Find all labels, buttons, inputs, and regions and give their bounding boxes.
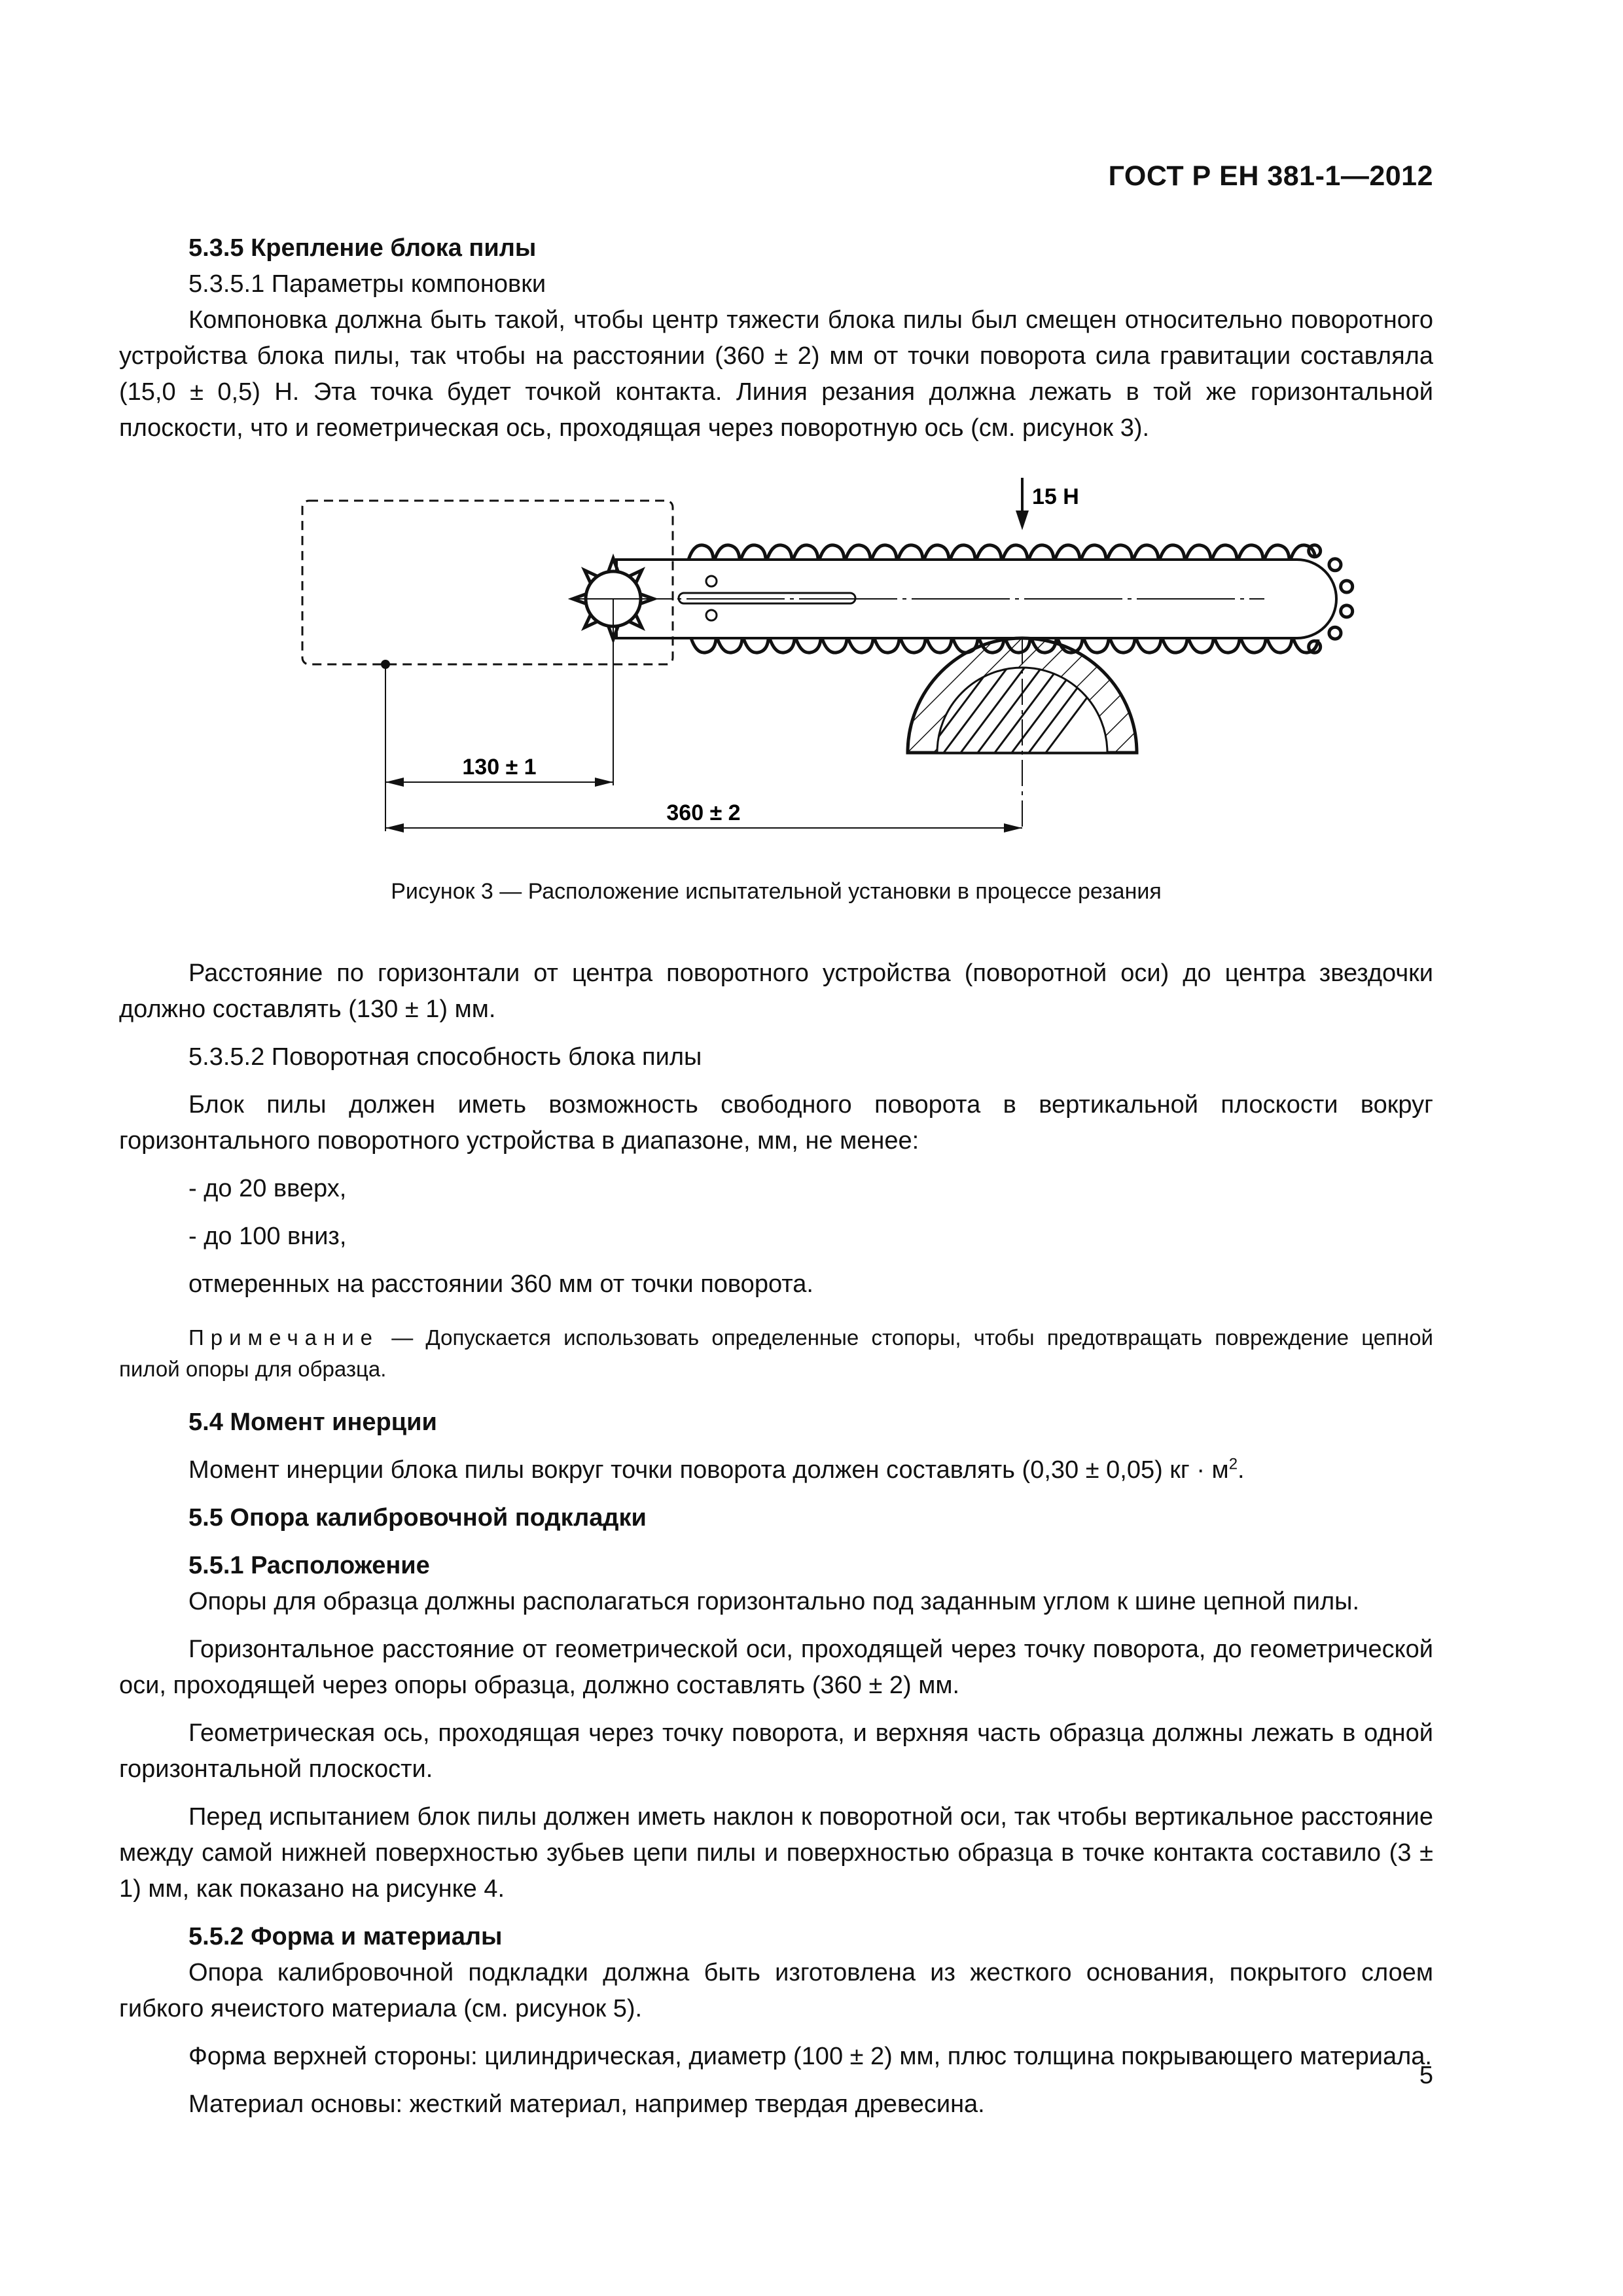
paragraph-base-material: Опора калибровочной подкладки должна быть изготовлена из жесткого основания, покрытого слоем гибкого ячеистого материала (см. рисунок 5). — [119, 1959, 1433, 2022]
paragraph-layout-params: Компоновка должна быть такой, чтобы центр тяжести блока пилы был смещен относительно поворотного устройства блока пилы, так чтобы на расстоянии (360 ± 2) мм от точки поворота сила гравитации составляла (15,0 ± 0,5) Н. Эта точка будет точкой контакта. Линия резания должна лежать в той же горизонтальной плоскости, что и геометрическая ось, проходящая через поворотную ось (см. рисунок 3). — [119, 306, 1433, 442]
paragraph-shape: Форма верхней стороны: цилиндрическая, диаметр (100 ± 2) мм, плюс толщина покрывающего материала. — [188, 2043, 1432, 2070]
note-label: Примечание — [188, 1325, 380, 1350]
figure-3-caption: Рисунок 3 — Расположение испытательной установки в процессе резания — [391, 879, 1162, 904]
figure-3 — [119, 478, 1433, 956]
paragraph-inertia: Момент инерции блока пилы вокруг точки поворота должен составлять (0,30 ± 0,05) кг · $м^2$. — [188, 1455, 1245, 1484]
section-5-3-5-title: 5.3.5 Крепление блока пилы — [188, 234, 537, 262]
force-arrow — [1016, 478, 1029, 530]
list-item-down: - до 100 вниз, — [188, 1223, 347, 1250]
section-5-5-title: 5.5 Опора калибровочной подкладки — [188, 1504, 647, 1532]
subsection-5-3-5-1-title: 5.3.5.1 Параметры компоновки — [188, 270, 546, 298]
note — [119, 1322, 1433, 1385]
note-text: — Допускается использовать определенные стопоры, чтобы предотвращать повреждение цепной пилой опоры для образца. — [119, 1325, 1433, 1381]
force-label: 15 Н — [1032, 484, 1079, 509]
paragraph-measured: отмеренных на расстоянии 360 мм от точки поворота. — [188, 1270, 813, 1298]
cutting-setup-diagram — [119, 478, 1433, 870]
paragraph-sprocket-distance: Расстояние по горизонтали от центра поворотного устройства (поворотной оси) до центра звездочки должно составлять (130 ± 1) мм. — [119, 960, 1433, 1023]
section-5-5-1-title: 5.5.1 Расположение — [188, 1552, 430, 1579]
dimension-130: 130 ± 1 — [462, 755, 537, 780]
paragraph-supports: Опоры для образца должны располагаться горизонтально под заданным углом к шине цепной пилы. — [188, 1588, 1360, 1615]
section-5-5-2-title: 5.5.2 Форма и материалы — [188, 1923, 503, 1950]
list-item-up: - до 20 вверх, — [188, 1175, 347, 1202]
paragraph-rotation: Блок пилы должен иметь возможность свободного поворота в вертикальной плоскости вокруг горизонтального поворотного устройства в диапазоне, мм, не менее: — [119, 1091, 1433, 1155]
document-id-header: ГОСТ Р ЕН 381-1—2012 — [1108, 160, 1433, 192]
paragraph-geometric-axis: Геометрическая ось, проходящая через точку поворота, и верхняя часть образца должны лежать в одной горизонтальной плоскости. — [119, 1719, 1433, 1783]
section-5-4-title: 5.4 Момент инерции — [188, 1408, 437, 1436]
page-number: 5 — [1419, 2062, 1433, 2089]
subsection-5-3-5-2-title: 5.3.5.2 Поворотная способность блока пилы — [188, 1043, 702, 1071]
paragraph-material: Материал основы: жесткий материал, например твердая древесина. — [188, 2090, 985, 2118]
dimension-360: 360 ± 2 — [666, 800, 741, 825]
specimen-log — [842, 638, 1137, 753]
paragraph-tilt: Перед испытанием блок пилы должен иметь наклон к поворотной оси, так чтобы вертикальное расстояние между самой нижней поверхностью зубьев цепи пилы и поверхностью образца в точке контакта составило (3 ± 1) мм, как показано на рисунке 4. — [119, 1803, 1433, 1903]
page-content — [119, 230, 1433, 2123]
paragraph-horizontal-distance: Горизонтальное расстояние от геометрической оси, проходящей через точку поворота, до геометрической оси, проходящей через опоры образца, должно составлять (360 ± 2) мм. — [119, 1636, 1433, 1699]
